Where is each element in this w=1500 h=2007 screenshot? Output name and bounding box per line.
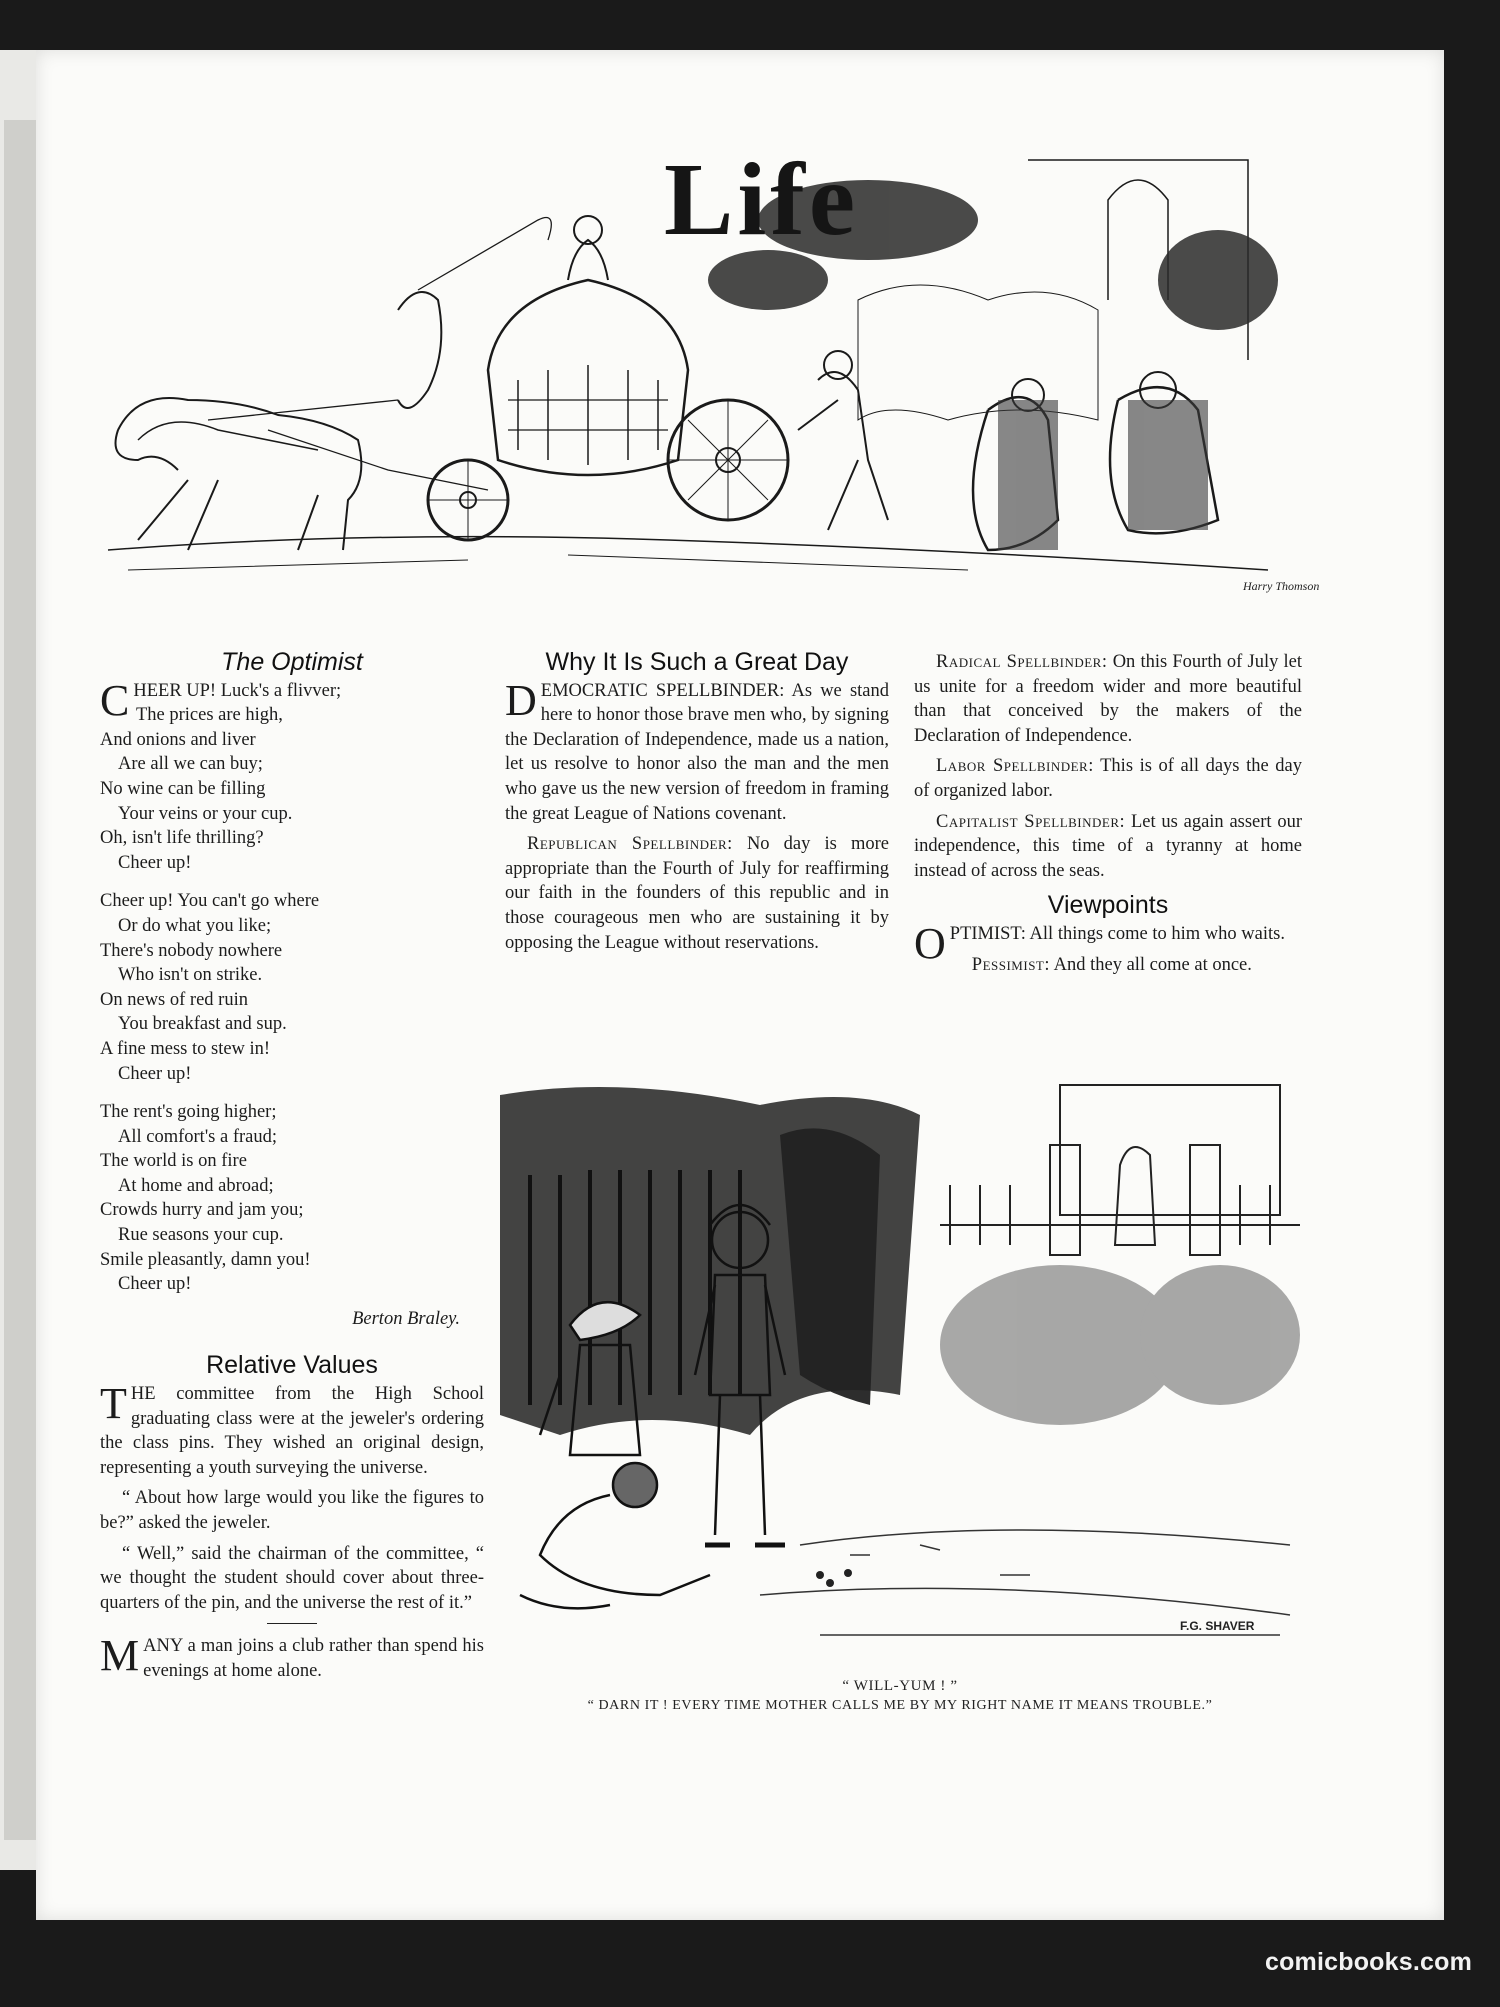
right-column	[914, 650, 1302, 983]
section-divider	[267, 1623, 317, 1624]
poem-line: Smile pleasantly, damn you!	[100, 1249, 311, 1270]
dropcap: T	[100, 1379, 127, 1429]
optimist-title: The Optimist	[221, 648, 363, 676]
cartoon-drawing	[500, 1075, 1300, 1655]
viewpoints-title: Viewpoints	[1047, 891, 1169, 920]
relative-values-paragraph: “ About how large would you like the figures to be?” asked the jeweler.	[100, 1488, 484, 1533]
great-day-title: Why It Is Such a Great Day	[545, 648, 849, 676]
poem-line: At home and abroad;	[118, 1175, 274, 1196]
poem-line: Crowds hurry and jam you;	[100, 1200, 304, 1221]
cartoon-caption	[500, 1676, 1300, 1716]
paragraph-text: Let us again assert our independence, this time of a tyranny at home instead of across the seas.	[914, 811, 1303, 881]
dropcap: C	[100, 675, 130, 725]
paragraph-text: HE committee from the High School graduating class were at the jeweler's ordering the class pins. They wished an original design, representing a youth surveying the universe.	[100, 1384, 484, 1478]
poem-line: Cheer up!	[118, 1274, 192, 1295]
poem-stanza	[100, 1100, 484, 1297]
poem-line: Cheer up! You can't go where	[100, 891, 320, 912]
paragraph-text: On this Fourth of July let us unite for a freedom wider and more beautiful than that conceived by the makers of the Declaration of Independence.	[914, 652, 1303, 746]
poem-line: Who isn't on strike.	[118, 965, 263, 986]
great-day-paragraph	[505, 675, 889, 827]
great-day-paragraph	[914, 650, 1302, 748]
poem-line: The prices are high,	[136, 705, 283, 726]
poem-author: Berton Braley.	[352, 1308, 460, 1329]
speaker-label: Republican Spellbinder:	[527, 834, 733, 855]
left-column	[100, 650, 484, 1690]
speaker-label: Capitalist Spellbinder:	[936, 811, 1126, 832]
poem-stanza	[100, 889, 484, 1086]
poem-line: Rue seasons your cup.	[118, 1225, 284, 1246]
poem-line: No wine can be filling	[100, 778, 266, 799]
poem-line: Cheer up!	[118, 852, 192, 873]
cartoonist-signature: F.G. SHAVER	[1180, 1619, 1255, 1633]
will-yum-cartoon	[500, 1075, 1300, 1655]
poem-line: Or do what you like;	[118, 915, 272, 936]
middle-column	[505, 650, 889, 961]
paragraph-text: No day is more appropriate than the Fourth of July for reaffirming our faith in the founders of this republic and in those courageous men who are sustaining it by opposing the League without reservations.	[505, 834, 890, 953]
poem-line: Are all we can buy;	[118, 754, 263, 775]
great-day-paragraph	[914, 754, 1302, 803]
relative-values-title: Relative Values	[206, 1351, 378, 1380]
poem-line: And onions and liver	[100, 729, 256, 750]
illustrator-signature: Harry Thomson	[1243, 579, 1320, 593]
speaker-label: Pessimist:	[971, 954, 1050, 975]
paragraph-text: This is of all days the day of organized labor.	[914, 756, 1302, 801]
poem-line: Cheer up!	[118, 1063, 192, 1084]
paragraph-text: And they all come at once.	[1053, 954, 1252, 975]
poem-line: Oh, isn't life thrilling?	[100, 828, 264, 849]
club-joke	[100, 1631, 484, 1683]
poem-line: All comfort's a fraud;	[118, 1126, 277, 1147]
speaker-label: Labor Spellbinder:	[936, 756, 1094, 777]
dropcap: D	[505, 675, 537, 725]
viewpoints-paragraph	[914, 953, 1302, 978]
poem-line: Your veins or your cup.	[118, 803, 293, 824]
paragraph-text: PTIMIST: All things come to him who waits.	[949, 923, 1285, 944]
poem-line: There's nobody nowhere	[100, 940, 283, 961]
poem-line: A fine mess to stew in!	[100, 1038, 271, 1059]
paragraph-text: EMOCRATIC SPELLBINDER: As we stand here to honor those brave men who, by signing the Declaration of Independence, made us a nation, let us resolve to honor also the man and the men who gave us the new version of freedom in framing the great League of Nations covenant.	[505, 680, 889, 824]
great-day-paragraph	[914, 810, 1302, 884]
poem-stanza	[100, 675, 484, 876]
relative-values-paragraph	[100, 1379, 484, 1480]
poem-line: The rent's going higher;	[100, 1102, 277, 1123]
paragraph-text: ANY a man joins a club rather than spend his evenings at home alone.	[143, 1636, 484, 1681]
poem-line: You breakfast and sup.	[118, 1014, 287, 1035]
dropcap: M	[100, 1631, 140, 1681]
relative-values-paragraph: “ Well,” said the chairman of the committee, “ we thought the student should cover about three-quarters of the pin, and the universe the rest of it.”	[100, 1543, 484, 1613]
great-day-paragraph	[505, 832, 889, 955]
optimist-poem	[100, 675, 484, 1297]
poem-line: HEER UP! Luck's a flivver;	[133, 680, 342, 701]
poem-line: The world is on fire	[100, 1151, 247, 1172]
caption-title: “ WILL-YUM ! ”	[842, 1678, 958, 1694]
magazine-logo: Life	[664, 142, 860, 257]
dropcap: O	[914, 918, 946, 968]
speaker-label: Radical Spellbinder:	[936, 652, 1108, 672]
caption-text: “ DARN IT ! EVERY TIME MOTHER CALLS ME BY MY RIGHT NAME IT MEANS TROUBLE.”	[587, 1698, 1213, 1713]
masthead-illustration	[68, 100, 1320, 610]
watermark: comicbooks.com	[1264, 1948, 1472, 1976]
poem-line: On news of red ruin	[100, 989, 248, 1010]
